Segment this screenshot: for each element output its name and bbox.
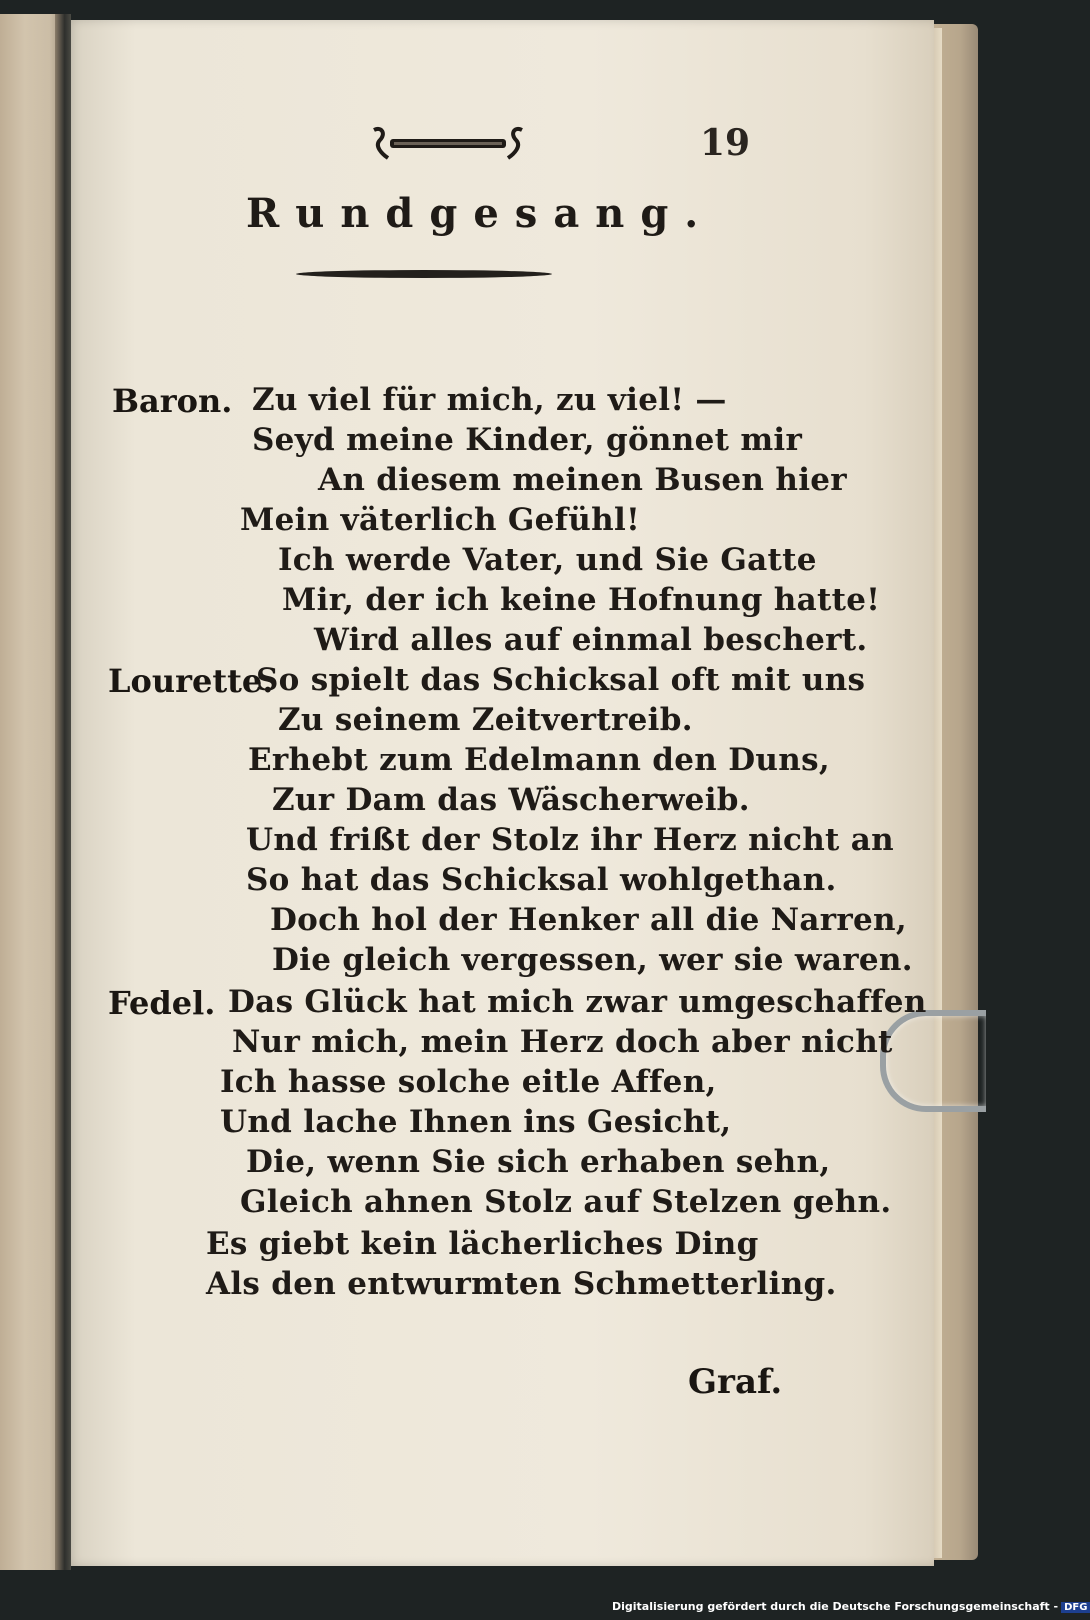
credit-text: Digitalisierung gefördert durch die Deutsche Forschungsgemeinschaft - — [612, 1600, 1059, 1613]
dfg-logo-icon: DFG — [1061, 1602, 1090, 1613]
title-rule — [296, 270, 552, 278]
page-title: Rundgesang. — [246, 190, 715, 237]
verse-line: An diesem meinen Busen hier — [318, 462, 847, 498]
verse-line: Und frißt der Stolz ihr Herz nicht an — [246, 822, 894, 858]
speaker-label: Baron. — [112, 382, 233, 420]
verse-line: Zu seinem Zeitvertreib. — [278, 702, 693, 738]
verse-line: Zur Dam das Wäscherweib. — [272, 782, 750, 818]
verse-line: Nur mich, mein Herz doch aber nicht — [232, 1024, 893, 1060]
verse-line: Mein väterlich Gefühl! — [240, 502, 640, 538]
left-page-edge — [0, 14, 62, 1570]
verse-line: Seyd meine Kinder, gönnet mir — [252, 422, 803, 458]
header-ornament-icon — [368, 124, 528, 164]
verse-line: Doch hol der Henker all die Narren, — [270, 902, 907, 938]
verse-line: Das Glück hat mich zwar umgeschaffen — [228, 984, 927, 1020]
verse-line: Gleich ahnen Stolz auf Stelzen gehn. — [240, 1184, 892, 1220]
verse-line: So spielt das Schicksal oft mit uns — [256, 662, 866, 698]
verse-line: Mir, der ich keine Hofnung hatte! — [282, 582, 881, 618]
verse-line: Ich werde Vater, und Sie Gatte — [278, 542, 817, 578]
verse-line: Ich hasse solche eitle Affen, — [220, 1064, 717, 1100]
verse-line: So hat das Schicksal wohlgethan. — [246, 862, 837, 898]
verse-line: Es giebt kein lächerliches Ding — [206, 1226, 759, 1262]
verse-line: Die, wenn Sie sich erhaben sehn, — [246, 1144, 831, 1180]
verse-line: Zu viel für mich, zu viel! — — [252, 382, 727, 418]
verse-line: Wird alles auf einmal beschert. — [314, 622, 868, 658]
speaker-label: Lourette. — [108, 662, 274, 700]
verse-line: Erhebt zum Edelmann den Duns, — [248, 742, 830, 778]
verse-line: Die gleich vergessen, wer sie waren. — [272, 942, 913, 978]
gutter-shadow — [55, 14, 71, 1570]
digitization-credit — [612, 1600, 1090, 1613]
catchword: Graf. — [688, 1362, 783, 1402]
verse-line: Und lache Ihnen ins Gesicht, — [220, 1104, 732, 1140]
speaker-label: Fedel. — [108, 984, 216, 1022]
page-number: 19 — [700, 122, 751, 164]
page-clip — [880, 1010, 986, 1112]
verse-line: Als den entwurmten Schmetterling. — [206, 1266, 837, 1302]
